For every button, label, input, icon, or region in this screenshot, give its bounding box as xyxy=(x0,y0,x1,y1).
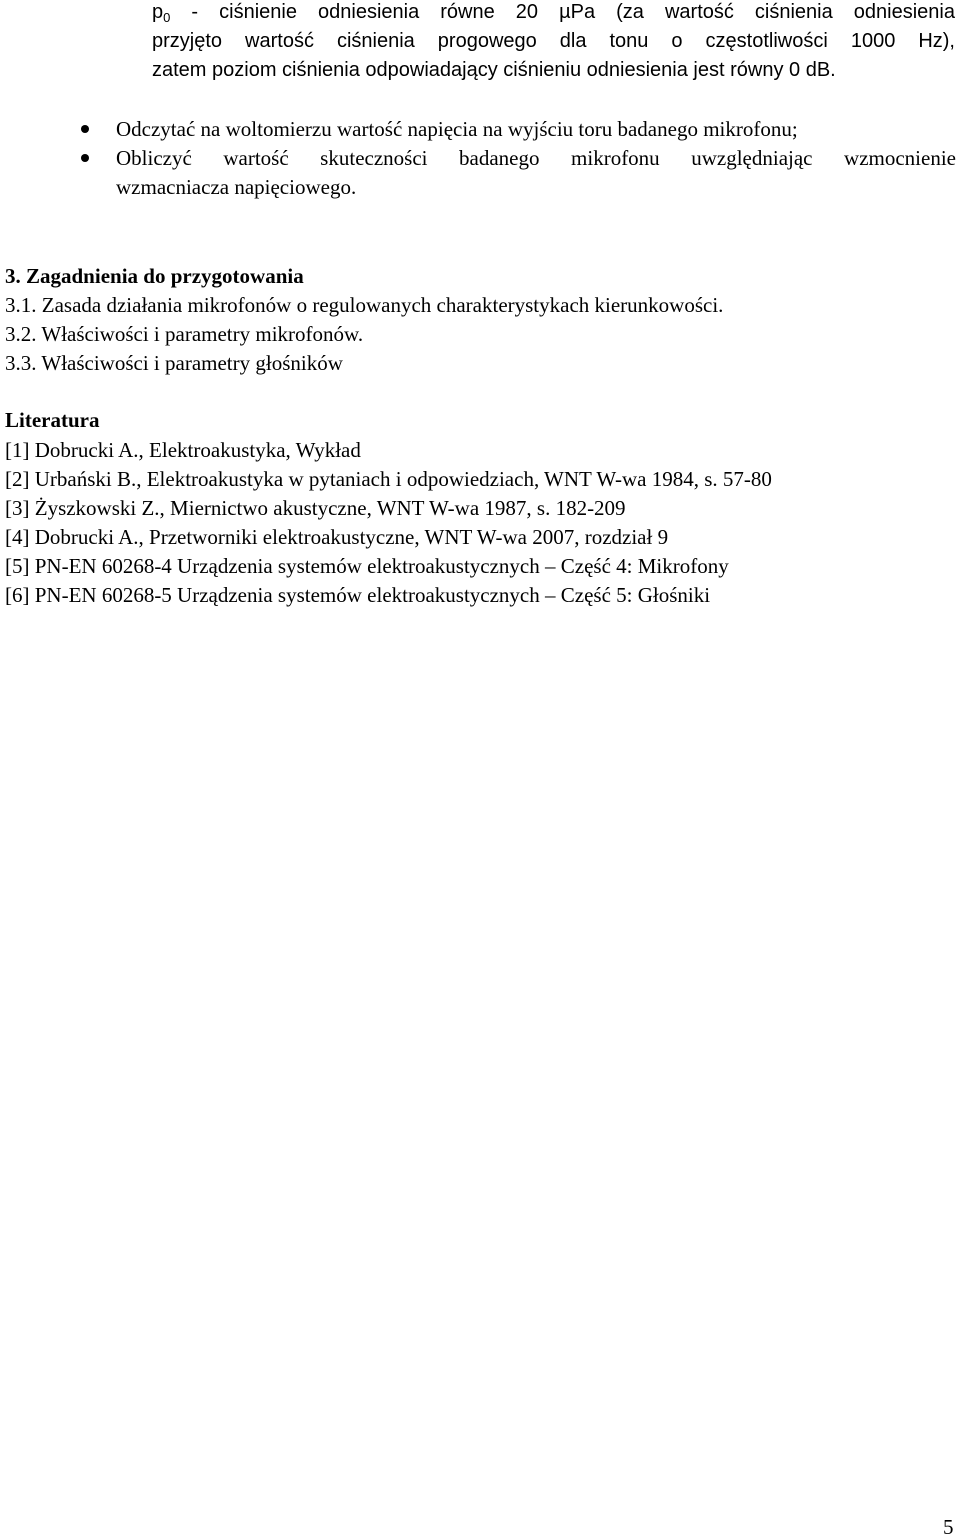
bullet-2-line-1: Obliczyć wartość skuteczności badanego mikrofonu uwzględniając wzmocnienie xyxy=(116,146,956,170)
section-3-item-3: 3.3. Właściwości i parametry głośników xyxy=(5,351,343,375)
page-number: 5 xyxy=(943,1515,954,1539)
bullet-1-text: Odczytać na woltomierzu wartość napięcia na wyjściu toru badanego mikrofonu; xyxy=(116,117,798,141)
literature-item-5: [5] PN-EN 60268-4 Urządzenia systemów elektroakustycznych – Część 4: Mikrofony xyxy=(5,554,729,578)
section-3-heading: 3. Zagadnienia do przygotowania xyxy=(5,264,304,288)
bullet-2-dot xyxy=(81,154,89,162)
literature-item-2: [2] Urbański B., Elektroakustyka w pytaniach i odpowiedziach, WNT W-wa 1984, s. 57-80 xyxy=(5,467,772,491)
section-3-item-1: 3.1. Zasada działania mikrofonów o regulowanych charakterystykach kierunkowości. xyxy=(5,293,724,317)
bullet-1-dot xyxy=(81,125,89,133)
intro-line-3: zatem poziom ciśnienia odpowiadający ciśnieniu odniesienia jest równy 0 dB. xyxy=(152,59,836,81)
intro-line-1-text: - ciśnienie odniesienia równe 20 µPa (za wartość ciśnienia odniesienia xyxy=(170,1,955,23)
pressure-symbol: p xyxy=(152,1,164,23)
section-3-item-2: 3.2. Właściwości i parametry mikrofonów. xyxy=(5,322,364,346)
pressure-subscript: 0 xyxy=(163,10,171,25)
literature-heading: Literatura xyxy=(5,408,100,432)
intro-line-1 xyxy=(152,0,955,30)
literature-item-1: [1] Dobrucki A., Elektroakustyka, Wykład xyxy=(5,438,361,462)
literature-item-4: [4] Dobrucki A., Przetworniki elektroakustyczne, WNT W-wa 2007, rozdział 9 xyxy=(5,525,669,549)
intro-line-2: przyjęto wartość ciśnienia progowego dla tonu o częstotliwości 1000 Hz), xyxy=(152,30,955,52)
bullet-2-line-2: wzmacniacza napięciowego. xyxy=(116,175,357,199)
literature-item-3: [3] Żyszkowski Z., Miernictwo akustyczne, WNT W-wa 1987, s. 182-209 xyxy=(5,496,626,520)
literature-item-6: [6] PN-EN 60268-5 Urządzenia systemów elektroakustycznych – Część 5: Głośniki xyxy=(5,583,711,607)
